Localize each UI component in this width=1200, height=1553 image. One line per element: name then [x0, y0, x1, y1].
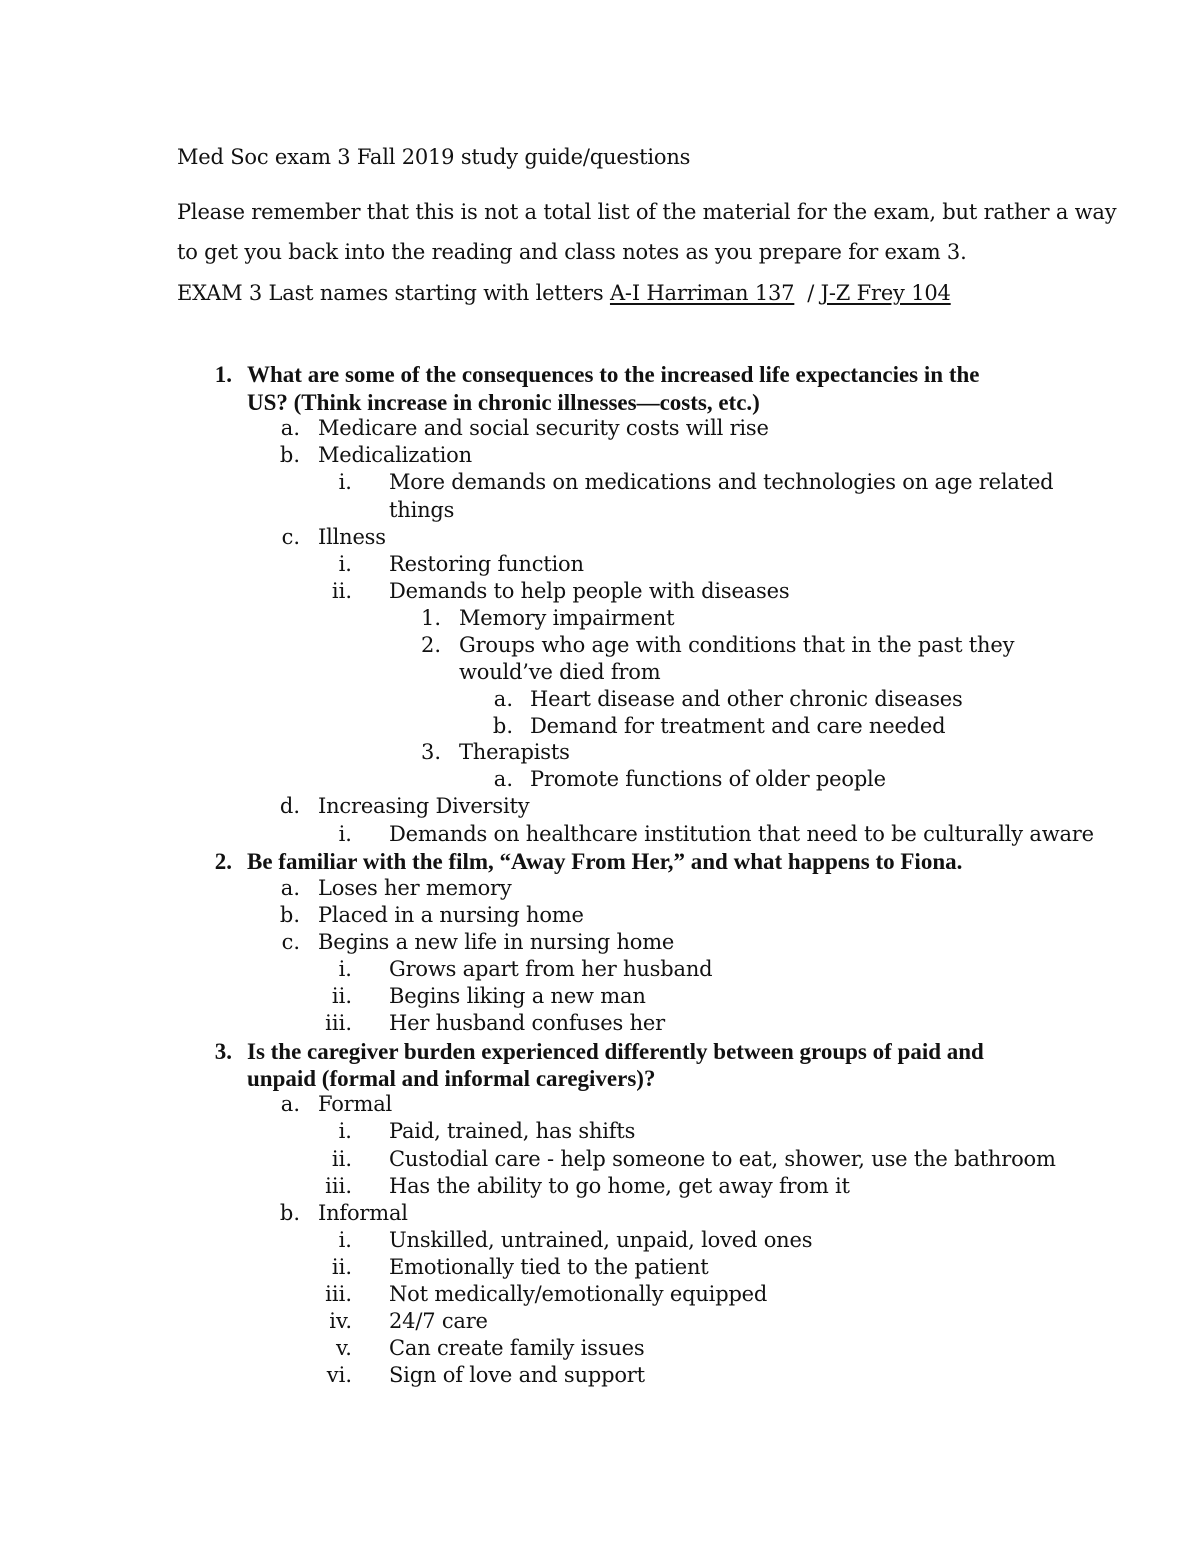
q3-a-i-text: Paid, trained, has shifts	[389, 1119, 636, 1143]
exam-prefix: EXAM 3 Last names starting with letters	[177, 281, 610, 305]
q2-text: Be familiar with the film, “Away From Her,” and what happens to Fiona.	[247, 849, 963, 874]
q1-c-ii-3-a-marker: a.	[493, 767, 513, 791]
q3-a-ii-marker: ii.	[331, 1147, 352, 1171]
intro-line-1: Please remember that this is not a total list of the material for the exam, but rather a way	[177, 200, 1117, 224]
q1-c-ii-2-b-marker: b.	[492, 714, 513, 738]
q2-c-i-text: Grows apart from her husband	[389, 957, 713, 981]
q1-b-i-marker: i.	[338, 470, 352, 494]
q3-a-marker: a.	[280, 1092, 300, 1116]
q1-text-line-2: US? (Think increase in chronic illnesses—costs, etc.)	[247, 390, 760, 415]
q3-b-marker: b.	[279, 1201, 300, 1225]
q1-c-ii-1-text: Memory impairment	[459, 606, 675, 630]
q1-c-i-marker: i.	[338, 552, 352, 576]
q1-b-text: Medicalization	[318, 443, 472, 467]
q3-a-ii-text: Custodial care - help someone to eat, shower, use the bathroom	[389, 1147, 1056, 1171]
q1-c-ii-3-text: Therapists	[459, 740, 570, 764]
q1-c-ii-2-text-line-1: Groups who age with conditions that in the past they	[459, 633, 1015, 657]
q1-number: 1.	[214, 362, 232, 387]
q3-a-iii-marker: iii.	[325, 1174, 352, 1198]
q3-a-text: Formal	[318, 1092, 393, 1116]
q3-b-i-marker: i.	[338, 1228, 352, 1252]
document-title: Med Soc exam 3 Fall 2019 study guide/questions	[177, 145, 691, 169]
q1-b-i-text-line-1: More demands on medications and technologies on age related	[389, 470, 1054, 494]
q1-b-marker: b.	[279, 443, 300, 467]
q1-c-ii-2-text-line-2: would’ve died from	[459, 660, 661, 684]
q2-c-i-marker: i.	[338, 957, 352, 981]
q3-b-i-text: Unskilled, untrained, unpaid, loved ones	[389, 1228, 813, 1252]
q3-text-line-2: unpaid (formal and informal caregivers)?	[247, 1066, 656, 1091]
q3-text-line-1: Is the caregiver burden experienced differently between groups of paid and	[247, 1039, 984, 1064]
q1-c-ii-2-a-text: Heart disease and other chronic diseases	[530, 687, 963, 711]
q2-c-iii-text: Her husband confuses her	[389, 1011, 665, 1035]
q1-d-text: Increasing Diversity	[318, 794, 530, 818]
q1-c-ii-marker: ii.	[331, 579, 352, 603]
q3-b-ii-text: Emotionally tied to the patient	[389, 1255, 709, 1279]
q1-c-ii-text: Demands to help people with diseases	[389, 579, 790, 603]
q1-c-ii-2-b-text: Demand for treatment and care needed	[530, 714, 946, 738]
q1-a-marker: a.	[280, 416, 300, 440]
q3-a-iii-text: Has the ability to go home, get away from it	[389, 1174, 850, 1198]
exam-location-line	[177, 283, 951, 304]
q2-c-iii-marker: iii.	[325, 1011, 352, 1035]
q1-c-i-text: Restoring function	[389, 552, 584, 576]
q3-b-iii-marker: iii.	[325, 1282, 352, 1306]
q2-c-marker: c.	[281, 930, 300, 954]
intro-line-2: to get you back into the reading and class notes as you prepare for exam 3.	[177, 240, 967, 264]
q2-b-marker: b.	[279, 903, 300, 927]
q3-number: 3.	[214, 1039, 232, 1064]
q3-b-v-text: Can create family issues	[389, 1336, 645, 1360]
q2-b-text: Placed in a nursing home	[318, 903, 584, 927]
q3-b-vi-text: Sign of love and support	[389, 1363, 645, 1387]
q2-c-ii-marker: ii.	[331, 984, 352, 1008]
q3-b-iii-text: Not medically/emotionally equipped	[389, 1282, 768, 1306]
q2-c-text: Begins a new life in nursing home	[318, 930, 675, 954]
q1-c-ii-3-marker: 3.	[420, 740, 441, 764]
q3-b-v-marker: v.	[335, 1336, 352, 1360]
q1-b-i-text-line-2: things	[389, 498, 455, 522]
q3-a-i-marker: i.	[338, 1119, 352, 1143]
q2-a-marker: a.	[280, 876, 300, 900]
q3-b-iv-marker: iv.	[329, 1309, 352, 1333]
q1-c-marker: c.	[281, 525, 300, 549]
q1-d-i-marker: i.	[338, 822, 352, 846]
q1-c-text: Illness	[318, 525, 386, 549]
q1-d-marker: d.	[279, 794, 300, 818]
q1-c-ii-3-a-text: Promote functions of older people	[530, 767, 886, 791]
q1-c-ii-2-marker: 2.	[420, 633, 441, 657]
q3-b-text: Informal	[318, 1201, 408, 1225]
exam-group-j-z: J-Z Frey 104	[820, 281, 951, 305]
exam-group-a-i: A-I Harriman 137	[609, 281, 795, 305]
q1-a-text: Medicare and social security costs will rise	[318, 416, 769, 440]
q3-b-vi-marker: vi.	[326, 1363, 352, 1387]
q2-c-ii-text: Begins liking a new man	[389, 984, 646, 1008]
q1-c-ii-1-marker: 1.	[420, 606, 441, 630]
q1-d-i-text: Demands on healthcare institution that need to be culturally aware	[389, 822, 1094, 846]
q3-b-ii-marker: ii.	[331, 1255, 352, 1279]
exam-separator: /	[794, 281, 821, 305]
q2-number: 2.	[214, 849, 232, 874]
q3-b-iv-text: 24/7 care	[389, 1309, 488, 1333]
q1-c-ii-2-a-marker: a.	[493, 687, 513, 711]
q2-a-text: Loses her memory	[318, 876, 512, 900]
q1-text-line-1: What are some of the consequences to the increased life expectancies in the	[247, 362, 980, 387]
